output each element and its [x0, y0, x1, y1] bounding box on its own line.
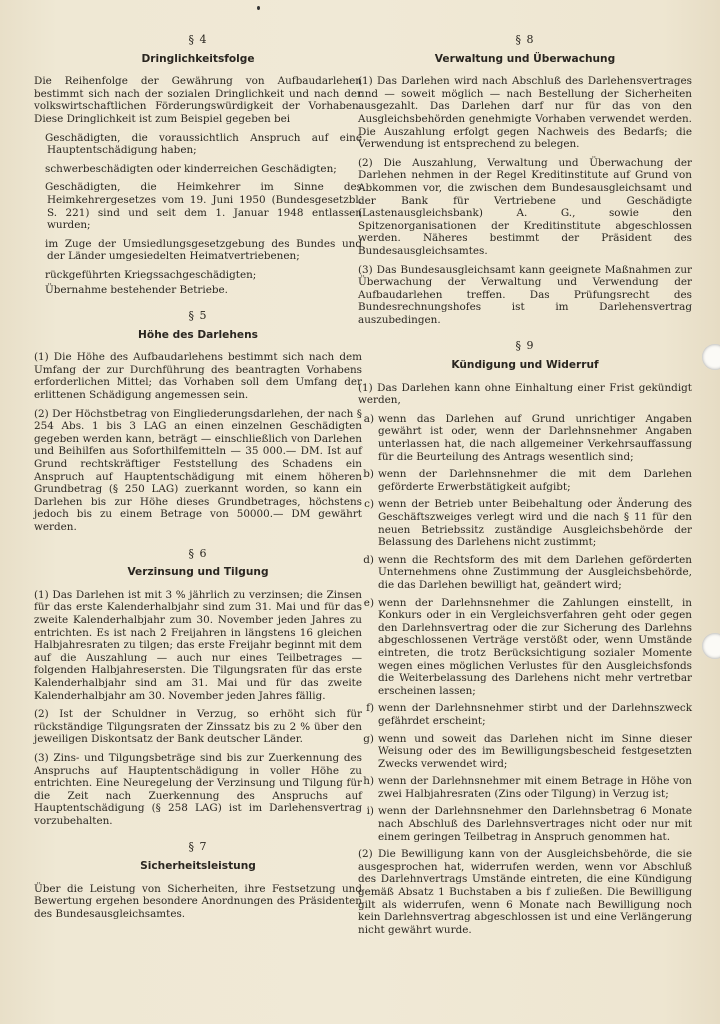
list-label: a) [363, 412, 374, 425]
section-6 [34, 548, 362, 828]
list-label: i) [366, 805, 374, 818]
section-title: Verwaltung und Überwachung [434, 52, 616, 65]
paragraph: (3) Zins- und Tilgungsbeträge sind bis zur Zuerkennung des Anspruchs auf Hauptentschädigung in voller Höhe zu entrichten. Eine Neuregelung der Verzinsung und Tilgung für die Zeit nach Zuerkennung des Anspruchs auf Hauptentschädigung (§ 258 LAG) ist im Darlehensvertrag vorzubehalten. [34, 751, 362, 827]
paragraph: Über die Leistung von Sicherheiten, ihre Festsetzung und Bewertung ergehen besondere Anordnungen des Präsidenten des Bundesausgleichsamtes. [34, 882, 362, 920]
list-label: c) [364, 498, 374, 511]
list-label: b) [363, 468, 374, 481]
section-number: § 6 [188, 546, 208, 560]
paragraph: (1) Das Darlehen wird nach Abschluß des Darlehensvertrages und — soweit möglich — nach Bestellung der Sicherheiten ausgezahlt. Das Darlehen darf nur für das von den Ausgleichsbehörden genehmigte Vorhaben verwendet werden. Die Auszahlung erfolgt gegen Nachweis des Bedarfs; die Verwendung ist entsprechend zu belegen. [358, 75, 692, 151]
right-column [358, 34, 692, 942]
section-number: § 7 [188, 840, 208, 854]
section-title: Verzinsung und Tilgung [127, 566, 269, 579]
list-item: Geschädigten, die Heimkehrer im Sinne des Heimkehrergesetzes vom 19. Juni 1950 (Bundesgesetzbl. S. 221) sind und seit dem 1. Januar 1948 entlassen wurden; [45, 181, 362, 232]
list-label: f) [366, 702, 374, 715]
list-item [358, 805, 692, 843]
list-text: wenn der Darlehnsnehmer stirbt und der Darlehnszweck gefährdet erscheint; [378, 702, 692, 727]
list-item: rückgeführten Kriegssachgeschädigten; [45, 268, 257, 281]
list-item: schwerbeschädigten oder kinderreichen Geschädigten; [45, 162, 337, 175]
list-item [358, 498, 692, 548]
list-text: wenn und soweit das Darlehen nicht im Sinne dieser Weisung oder des im Bewilligungsbescheid festgesetzten Zwecks verwendet wird; [378, 732, 692, 770]
section-number: § 4 [188, 33, 208, 46]
paragraph: (2) Die Auszahlung, Verwaltung und Überwachung der Darlehen nehmen in der Regel Kreditinstitute auf Grund von Abkommen vor, die zwischen dem Bundesausgleichsamt und der Bank für Vertriebene und Geschädigte (Lastenausgleichsbank) A. G., sowie den Spitzenorganisationen der Kreditinstitute abgeschlossen werden. Näheres bestimmt der Präsident des Bundesausgleichsamtes. [358, 156, 692, 257]
list-item [358, 775, 692, 800]
list-text: wenn der Darlehnsnehmer mit einem Betrage in Höhe von zwei Halbjahresraten (Zins oder Tilgung) in Verzug ist; [378, 775, 692, 800]
punch-hole [702, 633, 720, 659]
section-number: § 5 [188, 309, 208, 323]
list-item: Geschädigten, die voraussichtlich Anspruch auf eine Hauptentschädigung haben; [45, 131, 362, 157]
punch-hole [702, 344, 720, 370]
left-column [34, 34, 362, 926]
list-label: e) [363, 596, 374, 609]
list-text: wenn die Rechtsform des mit dem Darlehen geförderten Unternehmens ohne Zustimmung der Ausgleichsbehörde, die das Darlehen bewilligt hat, geändert wird; [378, 553, 692, 591]
paragraph: (1) Das Darlehen kann ohne Einhaltung einer Frist gekündigt werden, [358, 381, 692, 407]
list-label: d) [363, 553, 374, 566]
section-5 [34, 310, 362, 534]
section-7 [34, 841, 362, 920]
section-number: § 9 [515, 339, 535, 353]
section-9 [358, 340, 692, 936]
list-item [358, 702, 692, 727]
ink-dot [257, 6, 260, 10]
paragraph: (1) Die Höhe des Aufbaudarlehens bestimmt sich nach dem Umfang der zur Durchführung des beantragten Vorhabens erforderlichen Mittel; das Vorhaben soll dem Umfang der erlittenen Schädigung angemessen sein. [34, 351, 362, 402]
section-title: Kündigung und Widerruf [451, 359, 599, 372]
list-text: wenn das Darlehen auf Grund unrichtiger Angaben gewährt ist oder, wenn der Darlehnsnehmer Angaben unterlassen hat, die nach allgemeiner Verkehrsauffassung für die Beurteilung des Antrags wesentlich sind; [378, 412, 692, 463]
paragraph: (3) Das Bundesausgleichsamt kann geeignete Maßnahmen zur Überwachung der Verwaltung und Verwendung der Aufbaudarlehen treffen. Das Prüfungsrecht des Bundesrechnungshofes ist im Darlehensvertrag auszubedingen. [358, 263, 692, 326]
section-title: Dringlichkeitsfolge [141, 52, 255, 65]
list-item [358, 554, 692, 592]
section-title: Höhe des Darlehens [138, 328, 258, 341]
list-text: wenn der Darlehnsnehmer die mit dem Darlehen geförderte Erwerbstätigkeit aufgibt; [378, 468, 692, 493]
list-item [358, 597, 692, 698]
section-title: Sicherheitsleistung [140, 860, 256, 873]
list-label: h) [363, 775, 374, 788]
paragraph: (1) Das Darlehen ist mit 3 % jährlich zu verzinsen; die Zinsen für das erste Kalenderhalbjahr sind zum 31. Mai und für das zweite Kalenderhalbjahr zum 30. November jeden Jahres zu entrichten. Es ist nach 2 Freijahren in längstens 16 gleichen Halbjahresraten zu tilgen; das erste Freijahr beginnt mit dem auf die Auszahlung — auch nur eines Teilbetrages — folgenden Halbjahresersten. Die Tilgungsraten für das erste Kalenderhalbjahr sind am 31. Mai und für das zweite Kalenderhalbjahr am 30. November jeden Jahres fällig. [34, 588, 362, 702]
paragraph: (2) Die Bewilligung kann von der Ausgleichsbehörde, die sie ausgesprochen hat, widerrufen werden, wenn vor Abschluß des Darlehnvertrags Umstände eintreten, die eine Kündigung gemäß Absatz 1 Buchstaben a bis f zuließen. Die Bewilligung gilt als widerrufen, wenn 6 Monate nach Bewilligung noch kein Darlehnsvertrag abgeschlossen ist und eine Verlängerung nicht gewährt wurde. [358, 848, 692, 936]
paragraph: (2) Ist der Schuldner in Verzug, so erhöht sich für rückständige Tilgungsraten der Zinssatz bis zu 2 % über den jeweiligen Diskontsatz der Bank deutscher Länder. [34, 708, 362, 746]
paragraph: (2) Der Höchstbetrag von Eingliederungsdarlehen, der nach § 254 Abs. 1 bis 3 LAG an einen einzelnen Geschädigten gegeben werden kann, beträgt — einschließlich von Darlehen und Beihilfen aus Soforthilfemitteln — 35 000.— DM. Ist auf Grund rechtskräftiger Feststellung des Schadens ein Anspruch auf Hauptentschädigung mit einem höheren Grundbetrag (§ 250 LAG) zuerkannt worden, so kann ein Darlehen bis zur Höhe dieses Grundbetrages, höchstens jedoch bis zu einem Betrage von 50000.— DM gewährt werden. [34, 407, 362, 533]
list-item [358, 733, 692, 771]
list-item [358, 468, 692, 493]
paragraph: Die Reihenfolge der Gewährung von Aufbaudarlehen bestimmt sich nach der sozialen Dringlichkeit und nach der volkswirtschaftlichen Förderungswürdigkeit der Vorhaben. Diese Dringlichkeit ist zum Beispiel gegeben bei [34, 75, 362, 125]
list-item: Übernahme bestehender Betriebe. [45, 283, 228, 296]
section-8 [358, 34, 692, 326]
list-label: g) [363, 732, 374, 745]
list-item [358, 413, 692, 463]
section-number: § 8 [515, 33, 535, 46]
list-item: im Zuge der Umsiedlungsgesetzgebung des Bundes und der Länder umgesiedelten Heimatvertriebenen; [45, 237, 362, 263]
list-text: wenn der Darlehnsnehmer den Darlehnsbetrag 6 Monate nach Abschluß des Darlehnsvertrages nicht oder nur mit einem geringen Teilbetrag in Anspruch genommen hat. [378, 805, 692, 843]
list-text: wenn der Betrieb unter Beibehaltung oder Änderung des Geschäftszweiges verlegt wird und die nach § 11 für den neuen Betriebssitz zuständige Ausgleichsbehörde der Belassung des Darlehens nicht zustimmt; [378, 498, 692, 549]
list-text: wenn der Darlehnsnehmer die Zahlungen einstellt, in Konkurs oder in ein Vergleichsverfahren geht oder gegen den Darlehnsvertrag oder die zur Sicherung des Darlehns abgeschlossenen Verträge verstößt oder, wenn Umstände eintreten, die trotz Berücksichtigung sozialer Momente wegen eines möglichen Verlustes für den Ausgleichsfonds die Weiterbelassung des Darlehens nicht mehr vertretbar erscheinen lassen; [378, 596, 692, 697]
section-4 [34, 34, 362, 296]
